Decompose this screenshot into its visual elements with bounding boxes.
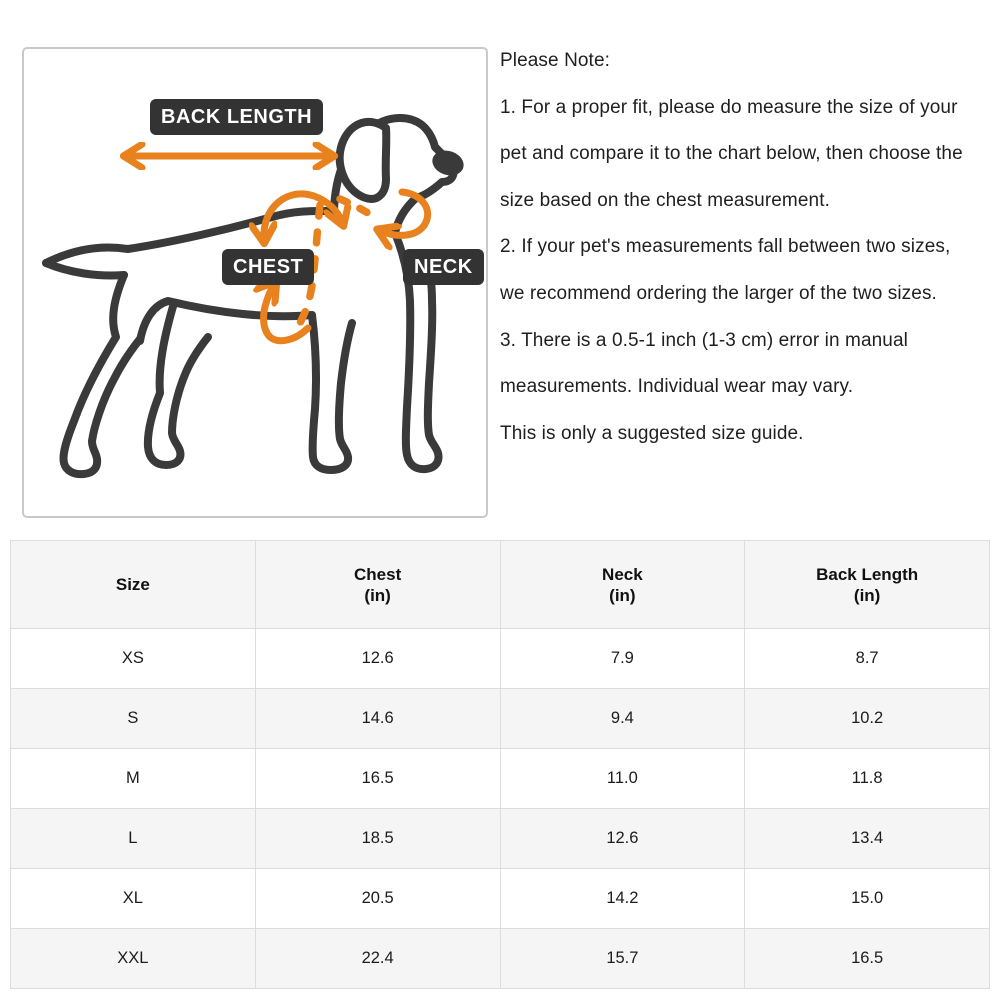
column-header-unit: (in) [853, 585, 881, 605]
dog-hind-leg-path [63, 275, 140, 474]
back-length-cell: 16.5 [745, 929, 990, 989]
neck-label: NECK [403, 249, 484, 285]
table-row [11, 929, 990, 989]
size-cell: M [11, 749, 256, 809]
back-length-cell: 15.0 [745, 869, 990, 929]
neck-cell: 15.7 [500, 929, 745, 989]
note-line: This is only a suggested size guide. [500, 422, 804, 444]
column-header-back-length [745, 541, 990, 629]
neck-cell: 14.2 [500, 869, 745, 929]
dog-outline [46, 118, 467, 474]
column-header-label: Neck [602, 564, 643, 584]
note-line: we recommend ordering the larger of the two sizes. [500, 282, 937, 304]
header-row [11, 541, 990, 629]
table-row [11, 629, 990, 689]
neck-cell: 12.6 [500, 809, 745, 869]
dog-tail-path [46, 263, 124, 276]
back-length-label: BACK LENGTH [150, 99, 323, 135]
dog-ear-path [340, 122, 387, 199]
note-line: 1. For a proper fit, please do measure the size of your [500, 96, 958, 118]
column-header-chest [255, 541, 500, 629]
chest-cell: 16.5 [255, 749, 500, 809]
notes-panel [500, 38, 998, 457]
note-line: 3. There is a 0.5-1 inch (1-3 cm) error in manual [500, 329, 908, 351]
table-row [11, 689, 990, 749]
chest-cell: 12.6 [255, 629, 500, 689]
column-header-label: Size [115, 575, 150, 594]
note-line: measurements. Individual wear may vary. [500, 376, 854, 398]
size-chart-table [10, 540, 990, 989]
column-header-label: Back Length [816, 564, 919, 584]
size-cell: XXL [11, 929, 256, 989]
size-cell: XL [11, 869, 256, 929]
note-line: 2. If your pet's measurements fall between two sizes, [500, 236, 951, 258]
chest-cell: 22.4 [255, 929, 500, 989]
size-cell: L [11, 809, 256, 869]
size-cell: S [11, 689, 256, 749]
note-line: size based on the chest measurement. [500, 189, 830, 211]
note-line: pet and compare it to the chart below, then choose the [500, 143, 963, 165]
neck-cell: 7.9 [500, 629, 745, 689]
chest-cell: 18.5 [255, 809, 500, 869]
table-row [11, 869, 990, 929]
table-row [11, 809, 990, 869]
column-header-neck [500, 541, 745, 629]
back-length-cell: 11.8 [745, 749, 990, 809]
column-header-unit: (in) [364, 585, 391, 605]
back-length-cell: 8.7 [745, 629, 990, 689]
column-header-unit: (in) [609, 585, 636, 605]
size-diagram-card [22, 47, 488, 518]
back-length-cell: 13.4 [745, 809, 990, 869]
back-length-cell: 10.2 [745, 689, 990, 749]
size-cell: XS [11, 629, 256, 689]
chest-cell: 20.5 [255, 869, 500, 929]
notes-title: Please Note: [500, 50, 610, 71]
dog-hind-far-leg-path [148, 303, 208, 465]
column-header-size [11, 541, 256, 629]
dog-front-far-leg-path [312, 315, 352, 470]
neck-cell: 11.0 [500, 749, 745, 809]
column-header-label: Chest [354, 564, 402, 584]
chest-cell: 14.6 [255, 689, 500, 749]
chest-label: CHEST [222, 249, 314, 285]
neck-cell: 9.4 [500, 689, 745, 749]
table-row [11, 749, 990, 809]
